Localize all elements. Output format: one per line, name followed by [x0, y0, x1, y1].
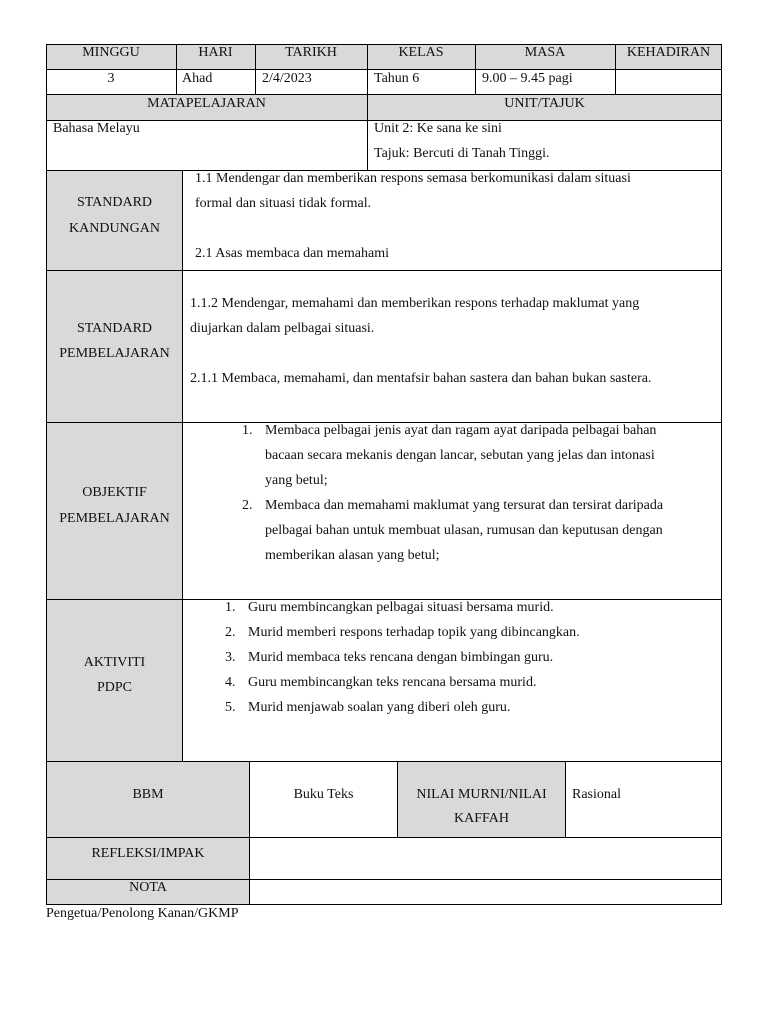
aktiviti-label: PDPC: [96, 680, 133, 695]
objektif-label: PEMBELAJARAN: [59, 511, 170, 526]
list-item: Guru membincangkan pelbagai situasi bersama murid.: [248, 600, 554, 615]
masa-value: 9.00 – 9.45 pagi: [482, 71, 573, 86]
bbm-label: BBM: [132, 787, 164, 802]
list-text: pelbagai bahan untuk membuat ulasan, rumusan dan keputusan dengan: [265, 523, 663, 538]
nilai-murni-value: Rasional: [572, 787, 621, 802]
list-number: 2.: [225, 625, 236, 640]
bbm-value: Buku Teks: [293, 787, 354, 802]
kelas-label: KELAS: [398, 45, 444, 60]
standard-kandungan-label: STANDARD: [76, 195, 153, 210]
list-text: Membaca pelbagai jenis ayat dan ragam ayat daripada pelbagai bahan: [265, 423, 657, 438]
unit-value: Unit 2: Ke sana ke sini: [374, 121, 502, 136]
kelas-value: Tahun 6: [374, 71, 420, 86]
aktiviti-label: AKTIVITI: [83, 655, 146, 670]
divider: [182, 170, 183, 271]
standard-pembelajaran-text: 1.1.2 Mendengar, memahami dan memberikan respons terhadap maklumat yang: [190, 296, 640, 311]
list-item: Murid membaca teks rencana dengan bimbingan guru.: [248, 650, 554, 665]
tajuk-value: Tajuk: Bercuti di Tanah Tinggi.: [374, 146, 550, 161]
standard-pembelajaran-text: 2.1.1 Membaca, memahami, dan mentafsir bahan sastera dan bahan bukan sastera.: [190, 371, 652, 386]
standard-kandungan-text: 1.1 Mendengar dan memberikan respons semasa berkomunikasi dalam situasi: [195, 171, 631, 186]
standard-kandungan-text: formal dan situasi tidak formal.: [195, 196, 372, 211]
divider: [182, 270, 183, 423]
footer-signature-line: Pengetua/Penolong Kanan/GKMP: [46, 906, 239, 921]
refleksi-label: REFLEKSI/IMPAK: [91, 846, 205, 861]
matapelajaran-value: Bahasa Melayu: [53, 121, 140, 136]
standard-pembelajaran-text: diujarkan dalam pelbagai situasi.: [190, 321, 375, 336]
list-text: bacaan secara mekanis dengan lancar, sebutan yang jelas dan intonasi: [265, 448, 655, 463]
list-item: Guru membincangkan teks rencana bersama murid.: [248, 675, 537, 690]
standard-kandungan-text: 2.1 Asas membaca dan memahami: [195, 246, 389, 261]
tarikh-label: TARIKH: [285, 45, 337, 60]
matapelajaran-label: MATAPELAJARAN: [147, 96, 266, 111]
standard-pembelajaran-label: STANDARD: [76, 321, 153, 336]
nota-label: NOTA: [129, 880, 167, 895]
list-number: 3.: [225, 650, 236, 665]
nilai-murni-label: NILAI MURNI/NILAI: [416, 787, 547, 802]
divider: [565, 761, 566, 838]
minggu-label: MINGGU: [82, 45, 140, 60]
list-number: 4.: [225, 675, 236, 690]
standard-pembelajaran-label: PEMBELAJARAN: [59, 346, 170, 361]
kehadiran-label: KEHADIRAN: [626, 45, 711, 60]
objektif-label: OBJEKTIF: [82, 485, 147, 500]
list-text: memberikan alasan yang betul;: [265, 548, 440, 563]
unit-tajuk-label: UNIT/TAJUK: [504, 96, 585, 111]
list-text: yang betul;: [265, 473, 328, 488]
list-number: 2.: [242, 498, 253, 513]
list-item: Murid menjawab soalan yang diberi oleh guru.: [248, 700, 511, 715]
list-number: 5.: [225, 700, 236, 715]
nilai-murni-label: KAFFAH: [454, 811, 509, 826]
divider: [182, 599, 183, 762]
standard-kandungan-label: KANDUNGAN: [69, 221, 160, 236]
tarikh-value: 2/4/2023: [262, 71, 312, 86]
list-item: Murid memberi respons terhadap topik yang dibincangkan.: [248, 625, 580, 640]
list-number: 1.: [225, 600, 236, 615]
hari-label: HARI: [198, 45, 233, 60]
list-number: 1.: [242, 423, 253, 438]
divider: [182, 422, 183, 600]
list-text: Membaca dan memahami maklumat yang tersurat dan tersirat daripada: [265, 498, 664, 513]
minggu-value: 3: [107, 71, 115, 86]
masa-label: MASA: [524, 45, 566, 60]
hari-value: Ahad: [182, 71, 213, 86]
